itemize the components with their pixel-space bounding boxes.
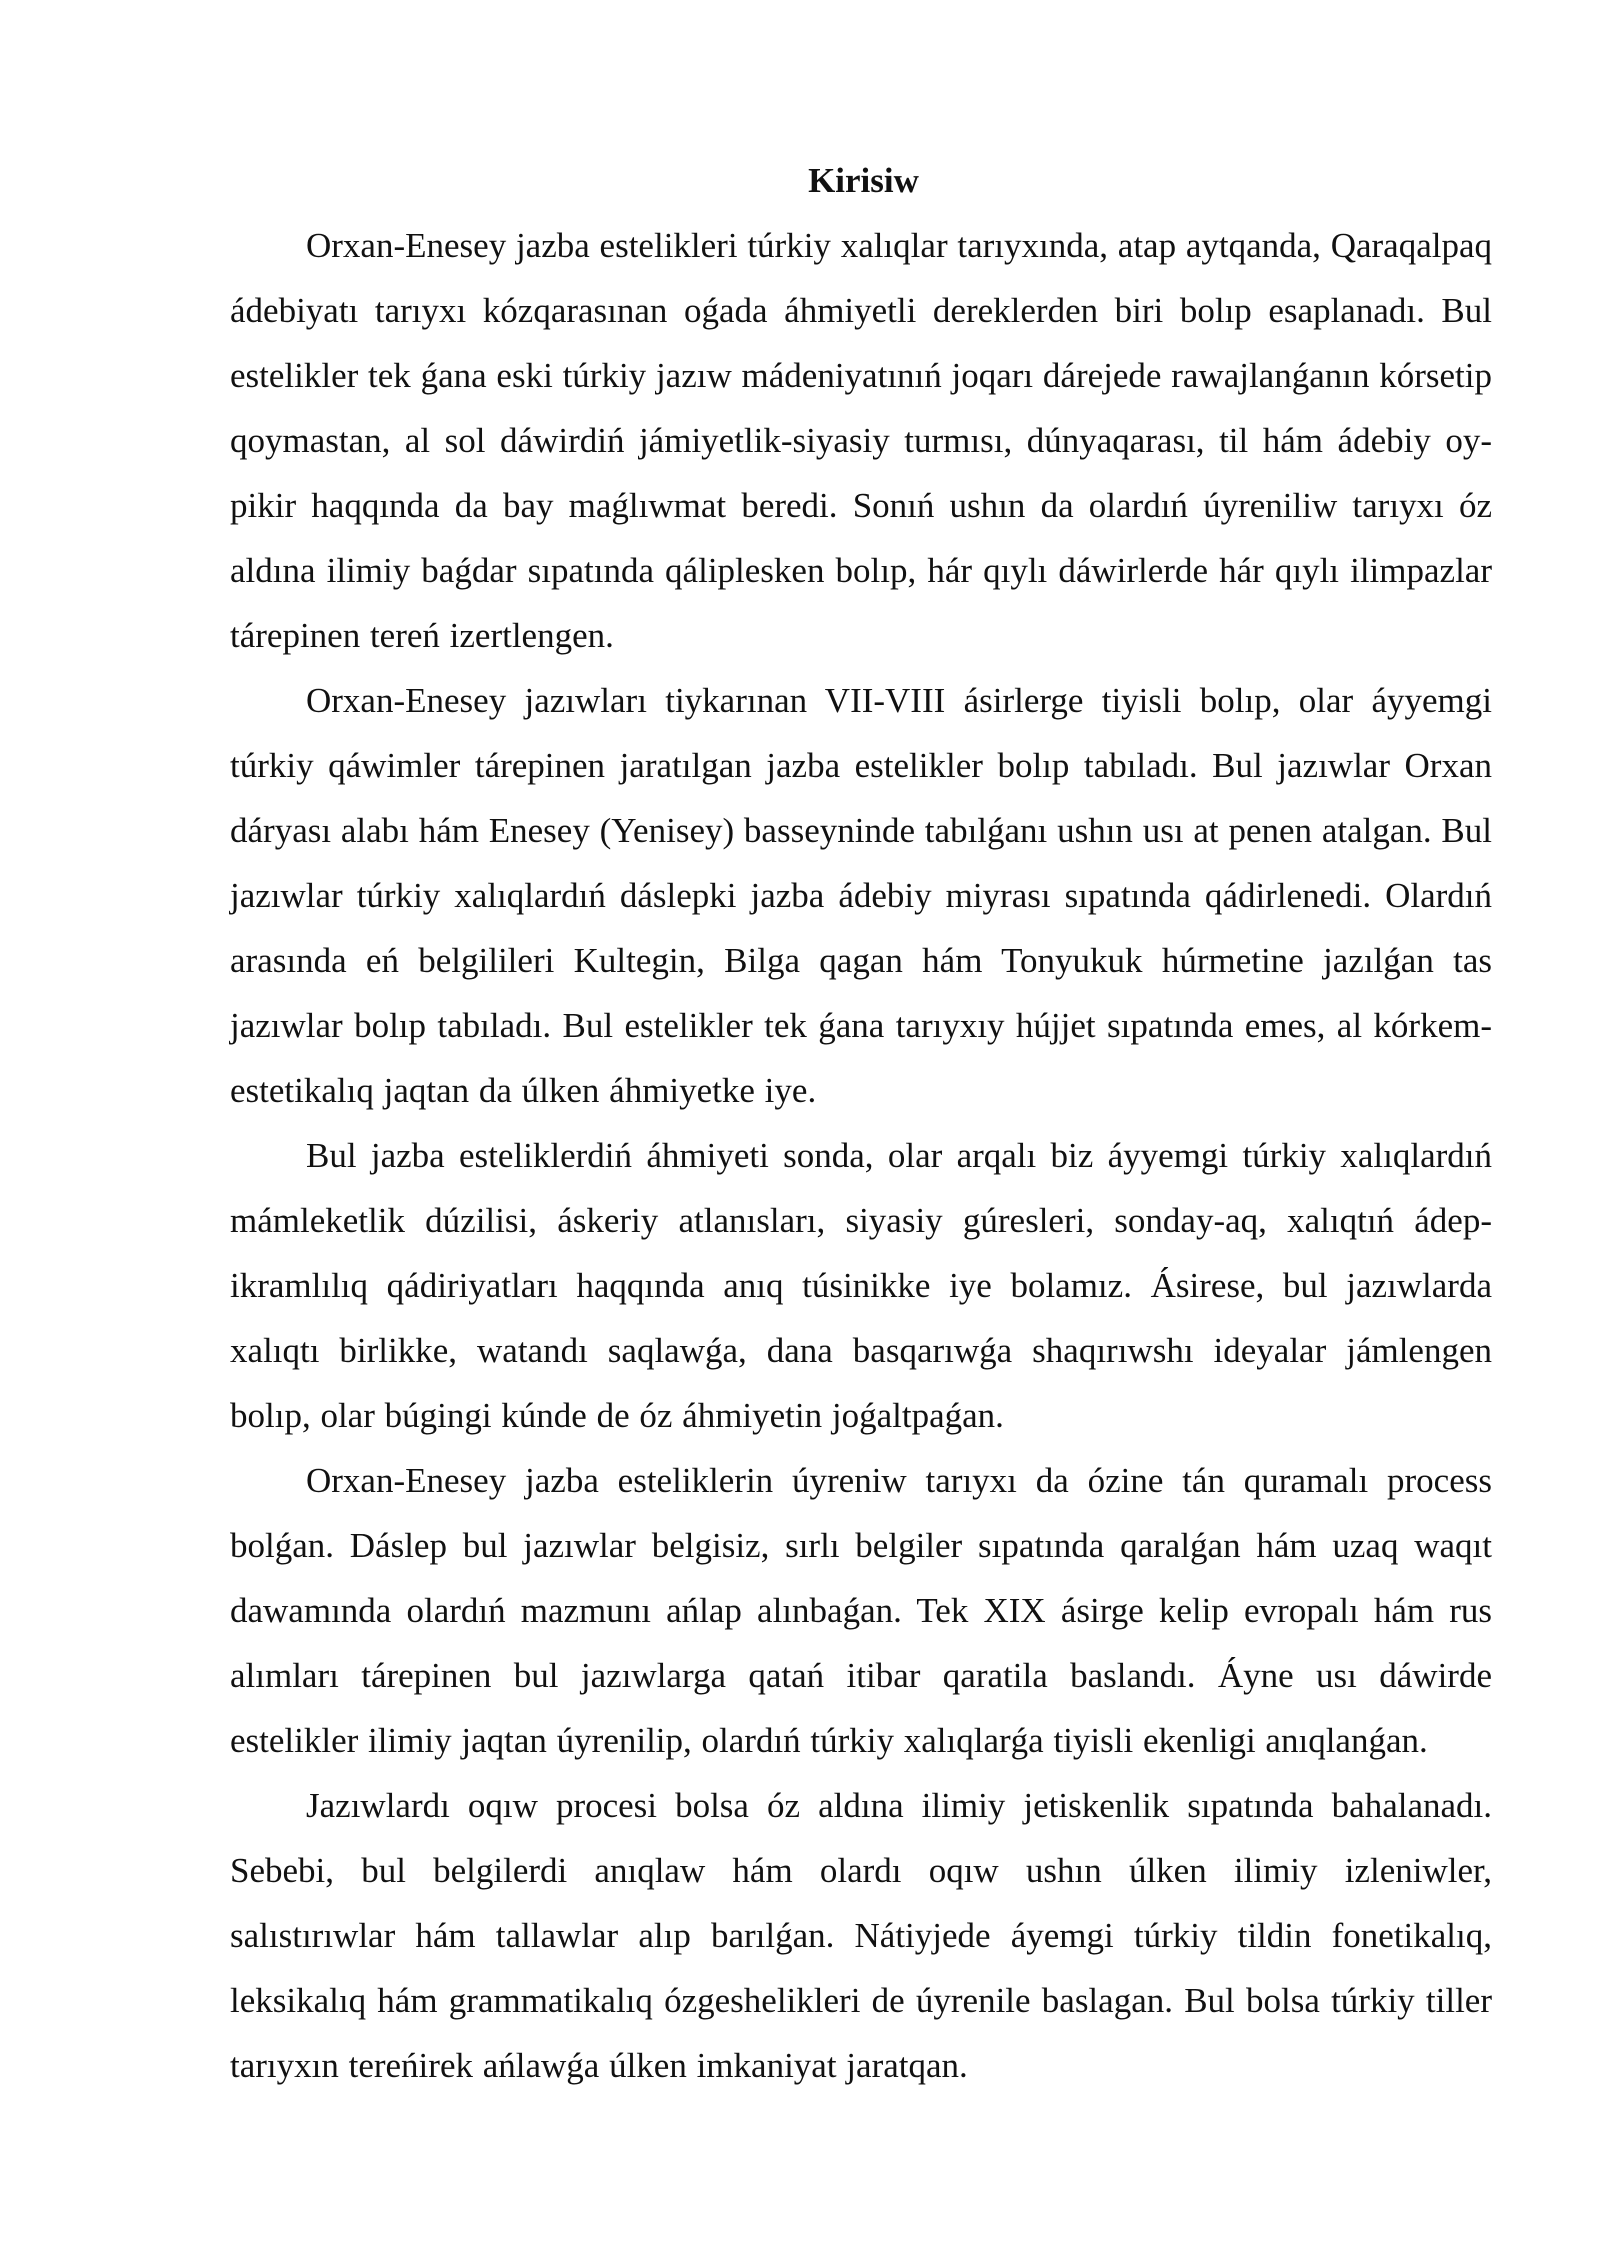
document-body (230, 148, 1492, 2098)
paragraph-4: Orxan-Enesey jazba esteliklerin úyreniw tarıyxı da ózine tán quramalı process bolǵan. Dáslep bul jazıwlar belgisiz, sırlı belgiler sıpatında qaralǵan hám uzaq waqıt dawamında olardıń mazmunı ańlap alınbaǵan. Tek XIX ásirge kelip evropalı hám rus alımları tárepinen bul jazıwlarga qatań itibar qaratila baslandı. Áyne usı dáwirde estelikler ilimiy jaqtan úyrenilip, olardıń túrkiy xalıqlarǵa tiyisli ekenligi anıqlanǵan. (230, 1461, 1492, 1760)
document-title: Kirisiw (808, 161, 919, 200)
paragraph-3: Bul jazba esteliklerdiń áhmiyeti sonda, olar arqalı biz áyyemgi túrkiy xalıqlardıń mámleketlik dúzilisi, áskeriy atlanısları, siyasiy gúresleri, sonday-aq, xalıqtıń ádep-ikramlılıq qádiriyatları haqqında anıq túsinikke iye bolamız. Ásirese, bul jazıwlarda xalıqtı birlikke, watandı saqlawǵa, dana basqarıwǵa shaqırıwshı ideyalar jámlengen bolıp, olar búgingi kúnde de óz áhmiyetin joǵaltpaǵan. (230, 1136, 1492, 1435)
paragraph-1: Orxan-Enesey jazba estelikleri túrkiy xalıqlar tarıyxında, atap aytqanda, Qaraqalpaq ádebiyatı tarıyxı kózqarasınan oǵada áhmiyetli dereklerden biri bolıp esaplanadı. Bul estelikler tek ǵana eski túrkiy jazıw mádeniyatınıń joqarı dárejede rawajlanǵanın kórsetip qoymastan, al sol dáwirdiń jámiyetlik-siyasiy turmısı, dúnyaqarası, til hám ádebiy oy-pikir haqqında da bay maǵlıwmat beredi. Sonıń ushın da olardıń úyreniliw tarıyxı óz aldına ilimiy baǵdar sıpatında qáliplesken bolıp, hár qıylı dáwirlerde hár qıylı ilimpazlar tárepinen tereń izertlengen. (230, 226, 1492, 655)
paragraph-2: Orxan-Enesey jazıwları tiykarınan VII-VIII ásirlerge tiyisli bolıp, olar áyyemgi túrkiy qáwimler tárepinen jaratılgan jazba estelikler bolıp tabıladı. Bul jazıwlar Orxan dáryası alabı hám Enesey (Yenisey) basseyninde tabılǵanı ushın usı at penen atalgan. Bul jazıwlar túrkiy xalıqlardıń dáslepki jazba ádebiy miyrası sıpatında qádirlenedi. Olardıń arasında eń belgilileri Kultegin, Bilga qagan hám Tonyukuk húrmetine jazılǵan tas jazıwlar bolıp tabıladı. Bul estelikler tek ǵana tarıyxıy hújjet sıpatında emes, al kórkem-estetikalıq jaqtan da úlken áhmiyetke iye. (230, 681, 1492, 1110)
paragraph-5: Jazıwlardı oqıw procesi bolsa óz aldına ilimiy jetiskenlik sıpatında bahalanadı. Sebebi, bul belgilerdi anıqlaw hám olardı oqıw ushın úlken ilimiy izleniwler, salıstırıwlar hám tallawlar alıp barılǵan. Nátiyjede áyemgi túrkiy tildin fonetikalıq, leksikalıq hám grammatikalıq ózgeshelikleri de úyrenile baslagan. Bul bolsa túrkiy tiller tarıyxın tereńirek ańlawǵa úlken imkaniyat jaratqan. (230, 1786, 1492, 2085)
